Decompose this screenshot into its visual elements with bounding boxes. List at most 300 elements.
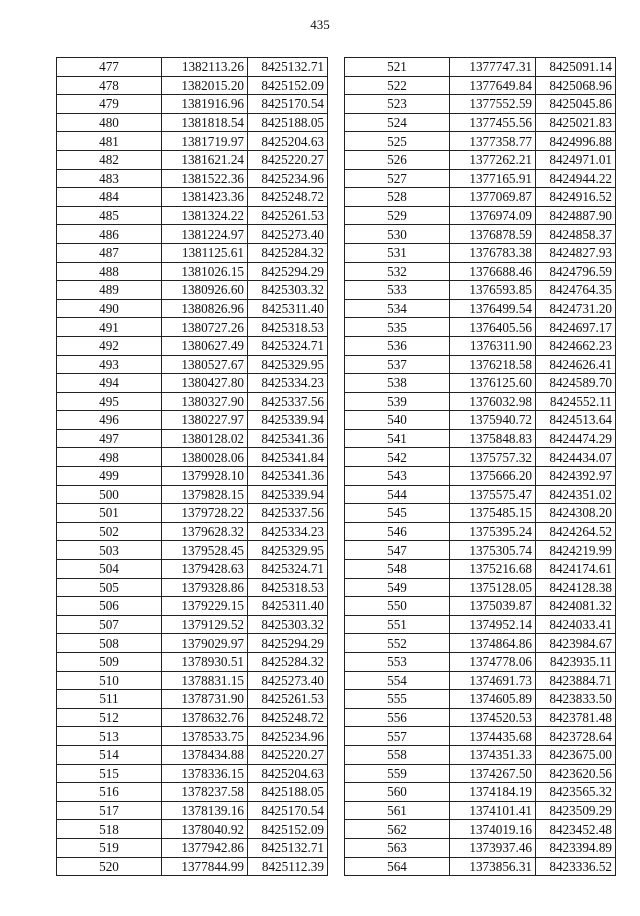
point-number-cell: 478: [57, 76, 162, 95]
x-coordinate-cell: 1375757.32: [450, 448, 536, 467]
x-coordinate-cell: 1382015.20: [162, 76, 248, 95]
table-row: [345, 485, 616, 504]
table-row: [57, 225, 328, 244]
y-coordinate-cell: 8425112.39: [248, 857, 328, 876]
coordinates-table-left: [56, 57, 328, 876]
point-number-cell: 500: [57, 485, 162, 504]
point-number-cell: 559: [345, 764, 450, 783]
y-coordinate-cell: 8425021.83: [536, 113, 616, 132]
point-number-cell: 510: [57, 671, 162, 690]
point-number-cell: 507: [57, 615, 162, 634]
table-row: [345, 745, 616, 764]
x-coordinate-cell: 1380028.06: [162, 448, 248, 467]
point-number-cell: 564: [345, 857, 450, 876]
x-coordinate-cell: 1374778.06: [450, 653, 536, 672]
x-coordinate-cell: 1375395.24: [450, 522, 536, 541]
point-number-cell: 480: [57, 113, 162, 132]
point-number-cell: 539: [345, 392, 450, 411]
x-coordinate-cell: 1376218.58: [450, 355, 536, 374]
point-number-cell: 528: [345, 188, 450, 207]
table-row: [57, 838, 328, 857]
y-coordinate-cell: 8425324.71: [248, 560, 328, 579]
point-number-cell: 501: [57, 504, 162, 523]
y-coordinate-cell: 8425234.96: [248, 169, 328, 188]
table-row: [345, 411, 616, 430]
table-row: [57, 597, 328, 616]
table-row: [57, 113, 328, 132]
table-row: [345, 429, 616, 448]
table-row: [345, 169, 616, 188]
x-coordinate-cell: 1377262.21: [450, 150, 536, 169]
point-number-cell: 527: [345, 169, 450, 188]
table-row: [57, 132, 328, 151]
table-row: [57, 801, 328, 820]
point-number-cell: 540: [345, 411, 450, 430]
y-coordinate-cell: 8424697.17: [536, 318, 616, 337]
point-number-cell: 495: [57, 392, 162, 411]
table-row: [57, 206, 328, 225]
point-number-cell: 544: [345, 485, 450, 504]
x-coordinate-cell: 1380128.02: [162, 429, 248, 448]
table-row: [345, 615, 616, 634]
table-row: [57, 76, 328, 95]
table-row: [57, 820, 328, 839]
point-number-cell: 520: [57, 857, 162, 876]
x-coordinate-cell: 1378930.51: [162, 653, 248, 672]
y-coordinate-cell: 8424662.23: [536, 336, 616, 355]
x-coordinate-cell: 1377455.56: [450, 113, 536, 132]
x-coordinate-cell: 1379928.10: [162, 467, 248, 486]
y-coordinate-cell: 8424887.90: [536, 206, 616, 225]
x-coordinate-cell: 1376499.54: [450, 299, 536, 318]
point-number-cell: 548: [345, 560, 450, 579]
y-coordinate-cell: 8424996.88: [536, 132, 616, 151]
table-row: [57, 243, 328, 262]
table-row: [57, 355, 328, 374]
y-coordinate-cell: 8425303.32: [248, 615, 328, 634]
table-row: [345, 671, 616, 690]
x-coordinate-cell: 1376405.56: [450, 318, 536, 337]
table-row: [345, 95, 616, 114]
y-coordinate-cell: 8424081.32: [536, 597, 616, 616]
x-coordinate-cell: 1380826.96: [162, 299, 248, 318]
point-number-cell: 514: [57, 745, 162, 764]
table-row: [345, 281, 616, 300]
x-coordinate-cell: 1380926.60: [162, 281, 248, 300]
y-coordinate-cell: 8424827.93: [536, 243, 616, 262]
x-coordinate-cell: 1379628.32: [162, 522, 248, 541]
x-coordinate-cell: 1380727.26: [162, 318, 248, 337]
x-coordinate-cell: 1379528.45: [162, 541, 248, 560]
y-coordinate-cell: 8425334.23: [248, 374, 328, 393]
y-coordinate-cell: 8423509.29: [536, 801, 616, 820]
x-coordinate-cell: 1380427.80: [162, 374, 248, 393]
x-coordinate-cell: 1378237.58: [162, 783, 248, 802]
y-coordinate-cell: 8425068.96: [536, 76, 616, 95]
table-row: [345, 299, 616, 318]
x-coordinate-cell: 1374351.33: [450, 745, 536, 764]
point-number-cell: 490: [57, 299, 162, 318]
point-number-cell: 484: [57, 188, 162, 207]
x-coordinate-cell: 1381621.24: [162, 150, 248, 169]
y-coordinate-cell: 8425152.09: [248, 820, 328, 839]
table-row: [345, 541, 616, 560]
y-coordinate-cell: 8425132.71: [248, 838, 328, 857]
table-row: [57, 169, 328, 188]
table-row: [57, 95, 328, 114]
point-number-cell: 496: [57, 411, 162, 430]
table-row: [57, 764, 328, 783]
x-coordinate-cell: 1375128.05: [450, 578, 536, 597]
table-row: [57, 653, 328, 672]
y-coordinate-cell: 8424264.52: [536, 522, 616, 541]
x-coordinate-cell: 1375940.72: [450, 411, 536, 430]
y-coordinate-cell: 8424858.37: [536, 225, 616, 244]
table-row: [345, 504, 616, 523]
y-coordinate-cell: 8425339.94: [248, 485, 328, 504]
y-coordinate-cell: 8423728.64: [536, 727, 616, 746]
y-coordinate-cell: 8423452.48: [536, 820, 616, 839]
y-coordinate-cell: 8425329.95: [248, 355, 328, 374]
x-coordinate-cell: 1374267.50: [450, 764, 536, 783]
table-row: [345, 318, 616, 337]
point-number-cell: 541: [345, 429, 450, 448]
point-number-cell: 508: [57, 634, 162, 653]
y-coordinate-cell: 8424219.99: [536, 541, 616, 560]
point-number-cell: 522: [345, 76, 450, 95]
x-coordinate-cell: 1375485.15: [450, 504, 536, 523]
x-coordinate-cell: 1376032.98: [450, 392, 536, 411]
table-row: [345, 448, 616, 467]
y-coordinate-cell: 8425341.36: [248, 429, 328, 448]
y-coordinate-cell: 8423935.11: [536, 653, 616, 672]
table-row: [57, 783, 328, 802]
y-coordinate-cell: 8424392.97: [536, 467, 616, 486]
table-row: [57, 634, 328, 653]
table-row: [57, 58, 328, 77]
point-number-cell: 494: [57, 374, 162, 393]
point-number-cell: 546: [345, 522, 450, 541]
y-coordinate-cell: 8424474.29: [536, 429, 616, 448]
x-coordinate-cell: 1381224.97: [162, 225, 248, 244]
table-row: [345, 522, 616, 541]
y-coordinate-cell: 8425337.56: [248, 504, 328, 523]
x-coordinate-cell: 1378731.90: [162, 690, 248, 709]
table-row: [345, 727, 616, 746]
y-coordinate-cell: 8425188.05: [248, 783, 328, 802]
x-coordinate-cell: 1375039.87: [450, 597, 536, 616]
table-row: [57, 281, 328, 300]
table-row: [57, 299, 328, 318]
x-coordinate-cell: 1381916.96: [162, 95, 248, 114]
y-coordinate-cell: 8425341.84: [248, 448, 328, 467]
point-number-cell: 532: [345, 262, 450, 281]
table-row: [345, 355, 616, 374]
table-row: [57, 429, 328, 448]
point-number-cell: 535: [345, 318, 450, 337]
table-row: [57, 690, 328, 709]
y-coordinate-cell: 8425284.32: [248, 653, 328, 672]
x-coordinate-cell: 1381423.36: [162, 188, 248, 207]
x-coordinate-cell: 1374520.53: [450, 708, 536, 727]
x-coordinate-cell: 1374184.19: [450, 783, 536, 802]
y-coordinate-cell: 8424764.35: [536, 281, 616, 300]
point-number-cell: 516: [57, 783, 162, 802]
point-number-cell: 503: [57, 541, 162, 560]
table-row: [57, 504, 328, 523]
table-row: [57, 857, 328, 876]
table-row: [57, 374, 328, 393]
table-row: [345, 578, 616, 597]
y-coordinate-cell: 8424589.70: [536, 374, 616, 393]
x-coordinate-cell: 1378533.75: [162, 727, 248, 746]
x-coordinate-cell: 1377552.59: [450, 95, 536, 114]
y-coordinate-cell: 8423984.67: [536, 634, 616, 653]
table-row: [345, 336, 616, 355]
point-number-cell: 483: [57, 169, 162, 188]
point-number-cell: 537: [345, 355, 450, 374]
y-coordinate-cell: 8423675.00: [536, 745, 616, 764]
x-coordinate-cell: 1376125.60: [450, 374, 536, 393]
table-row: [57, 578, 328, 597]
y-coordinate-cell: 8424513.64: [536, 411, 616, 430]
table-row: [345, 690, 616, 709]
point-number-cell: 533: [345, 281, 450, 300]
table-row: [345, 801, 616, 820]
y-coordinate-cell: 8425132.71: [248, 58, 328, 77]
table-row: [345, 764, 616, 783]
y-coordinate-cell: 8425204.63: [248, 132, 328, 151]
y-coordinate-cell: 8425294.29: [248, 262, 328, 281]
y-coordinate-cell: 8425294.29: [248, 634, 328, 653]
y-coordinate-cell: 8425248.72: [248, 708, 328, 727]
x-coordinate-cell: 1374101.41: [450, 801, 536, 820]
point-number-cell: 547: [345, 541, 450, 560]
table-row: [345, 857, 616, 876]
point-number-cell: 553: [345, 653, 450, 672]
x-coordinate-cell: 1377844.99: [162, 857, 248, 876]
point-number-cell: 531: [345, 243, 450, 262]
point-number-cell: 519: [57, 838, 162, 857]
point-number-cell: 506: [57, 597, 162, 616]
x-coordinate-cell: 1374605.89: [450, 690, 536, 709]
y-coordinate-cell: 8423781.48: [536, 708, 616, 727]
table-row: [345, 225, 616, 244]
y-coordinate-cell: 8424626.41: [536, 355, 616, 374]
point-number-cell: 482: [57, 150, 162, 169]
point-number-cell: 551: [345, 615, 450, 634]
point-number-cell: 542: [345, 448, 450, 467]
x-coordinate-cell: 1380327.90: [162, 392, 248, 411]
table-row: [57, 708, 328, 727]
point-number-cell: 530: [345, 225, 450, 244]
point-number-cell: 488: [57, 262, 162, 281]
x-coordinate-cell: 1381324.22: [162, 206, 248, 225]
point-number-cell: 560: [345, 783, 450, 802]
point-number-cell: 518: [57, 820, 162, 839]
y-coordinate-cell: 8425261.53: [248, 690, 328, 709]
point-number-cell: 558: [345, 745, 450, 764]
y-coordinate-cell: 8423620.56: [536, 764, 616, 783]
point-number-cell: 512: [57, 708, 162, 727]
point-number-cell: 562: [345, 820, 450, 839]
table-row: [57, 150, 328, 169]
point-number-cell: 502: [57, 522, 162, 541]
point-number-cell: 487: [57, 243, 162, 262]
point-number-cell: 491: [57, 318, 162, 337]
point-number-cell: 526: [345, 150, 450, 169]
y-coordinate-cell: 8423884.71: [536, 671, 616, 690]
table-row: [57, 467, 328, 486]
y-coordinate-cell: 8425188.05: [248, 113, 328, 132]
x-coordinate-cell: 1376593.85: [450, 281, 536, 300]
y-coordinate-cell: 8424916.52: [536, 188, 616, 207]
y-coordinate-cell: 8425329.95: [248, 541, 328, 560]
table-row: [57, 262, 328, 281]
x-coordinate-cell: 1380527.67: [162, 355, 248, 374]
x-coordinate-cell: 1378434.88: [162, 745, 248, 764]
x-coordinate-cell: 1378336.15: [162, 764, 248, 783]
x-coordinate-cell: 1374019.16: [450, 820, 536, 839]
table-row: [57, 336, 328, 355]
x-coordinate-cell: 1377649.84: [450, 76, 536, 95]
table-row: [345, 132, 616, 151]
x-coordinate-cell: 1378139.16: [162, 801, 248, 820]
y-coordinate-cell: 8425091.14: [536, 58, 616, 77]
x-coordinate-cell: 1379029.97: [162, 634, 248, 653]
table-row: [345, 58, 616, 77]
table-row: [345, 467, 616, 486]
point-number-cell: 556: [345, 708, 450, 727]
point-number-cell: 504: [57, 560, 162, 579]
table-row: [57, 485, 328, 504]
point-number-cell: 492: [57, 336, 162, 355]
y-coordinate-cell: 8425318.53: [248, 318, 328, 337]
table-row: [57, 541, 328, 560]
y-coordinate-cell: 8425284.32: [248, 243, 328, 262]
point-number-cell: 557: [345, 727, 450, 746]
table-row: [57, 560, 328, 579]
y-coordinate-cell: 8424944.22: [536, 169, 616, 188]
point-number-cell: 534: [345, 299, 450, 318]
x-coordinate-cell: 1375305.74: [450, 541, 536, 560]
y-coordinate-cell: 8423565.32: [536, 783, 616, 802]
y-coordinate-cell: 8425261.53: [248, 206, 328, 225]
y-coordinate-cell: 8424351.02: [536, 485, 616, 504]
point-number-cell: 543: [345, 467, 450, 486]
x-coordinate-cell: 1375848.83: [450, 429, 536, 448]
y-coordinate-cell: 8425248.72: [248, 188, 328, 207]
point-number-cell: 479: [57, 95, 162, 114]
table-row: [57, 392, 328, 411]
table-row: [345, 783, 616, 802]
table-row: [345, 820, 616, 839]
point-number-cell: 545: [345, 504, 450, 523]
x-coordinate-cell: 1378632.76: [162, 708, 248, 727]
y-coordinate-cell: 8425170.54: [248, 801, 328, 820]
table-row: [345, 76, 616, 95]
point-number-cell: 498: [57, 448, 162, 467]
x-coordinate-cell: 1377358.77: [450, 132, 536, 151]
x-coordinate-cell: 1380627.49: [162, 336, 248, 355]
table-row: [345, 262, 616, 281]
table-row: [345, 374, 616, 393]
y-coordinate-cell: 8425220.27: [248, 150, 328, 169]
table-row: [345, 708, 616, 727]
x-coordinate-cell: 1376688.46: [450, 262, 536, 281]
table-row: [345, 653, 616, 672]
y-coordinate-cell: 8424128.38: [536, 578, 616, 597]
x-coordinate-cell: 1377069.87: [450, 188, 536, 207]
point-number-cell: 499: [57, 467, 162, 486]
x-coordinate-cell: 1380227.97: [162, 411, 248, 430]
x-coordinate-cell: 1377942.86: [162, 838, 248, 857]
x-coordinate-cell: 1374952.14: [450, 615, 536, 634]
table-row: [57, 318, 328, 337]
point-number-cell: 549: [345, 578, 450, 597]
point-number-cell: 505: [57, 578, 162, 597]
y-coordinate-cell: 8423336.52: [536, 857, 616, 876]
x-coordinate-cell: 1378831.15: [162, 671, 248, 690]
y-coordinate-cell: 8424731.20: [536, 299, 616, 318]
point-number-cell: 511: [57, 690, 162, 709]
point-number-cell: 509: [57, 653, 162, 672]
y-coordinate-cell: 8423394.89: [536, 838, 616, 857]
y-coordinate-cell: 8425220.27: [248, 745, 328, 764]
point-number-cell: 485: [57, 206, 162, 225]
table-row: [57, 615, 328, 634]
x-coordinate-cell: 1379728.22: [162, 504, 248, 523]
table-row: [345, 838, 616, 857]
table-row: [345, 113, 616, 132]
x-coordinate-cell: 1379229.15: [162, 597, 248, 616]
point-number-cell: 517: [57, 801, 162, 820]
table-row: [57, 727, 328, 746]
x-coordinate-cell: 1376878.59: [450, 225, 536, 244]
y-coordinate-cell: 8425318.53: [248, 578, 328, 597]
point-number-cell: 538: [345, 374, 450, 393]
table-row: [57, 745, 328, 764]
x-coordinate-cell: 1375216.68: [450, 560, 536, 579]
y-coordinate-cell: 8424434.07: [536, 448, 616, 467]
point-number-cell: 477: [57, 58, 162, 77]
table-row: [345, 634, 616, 653]
x-coordinate-cell: 1373856.31: [450, 857, 536, 876]
y-coordinate-cell: 8424174.61: [536, 560, 616, 579]
point-number-cell: 552: [345, 634, 450, 653]
y-coordinate-cell: 8425337.56: [248, 392, 328, 411]
x-coordinate-cell: 1379328.86: [162, 578, 248, 597]
x-coordinate-cell: 1377165.91: [450, 169, 536, 188]
table-row: [345, 150, 616, 169]
x-coordinate-cell: 1381719.97: [162, 132, 248, 151]
x-coordinate-cell: 1376783.38: [450, 243, 536, 262]
x-coordinate-cell: 1381026.15: [162, 262, 248, 281]
table-row: [345, 243, 616, 262]
x-coordinate-cell: 1374435.68: [450, 727, 536, 746]
point-number-cell: 497: [57, 429, 162, 448]
x-coordinate-cell: 1375575.47: [450, 485, 536, 504]
x-coordinate-cell: 1381522.36: [162, 169, 248, 188]
y-coordinate-cell: 8425324.71: [248, 336, 328, 355]
point-number-cell: 493: [57, 355, 162, 374]
x-coordinate-cell: 1381125.61: [162, 243, 248, 262]
point-number-cell: 554: [345, 671, 450, 690]
y-coordinate-cell: 8425273.40: [248, 671, 328, 690]
point-number-cell: 563: [345, 838, 450, 857]
y-coordinate-cell: 8425273.40: [248, 225, 328, 244]
table-row: [57, 522, 328, 541]
